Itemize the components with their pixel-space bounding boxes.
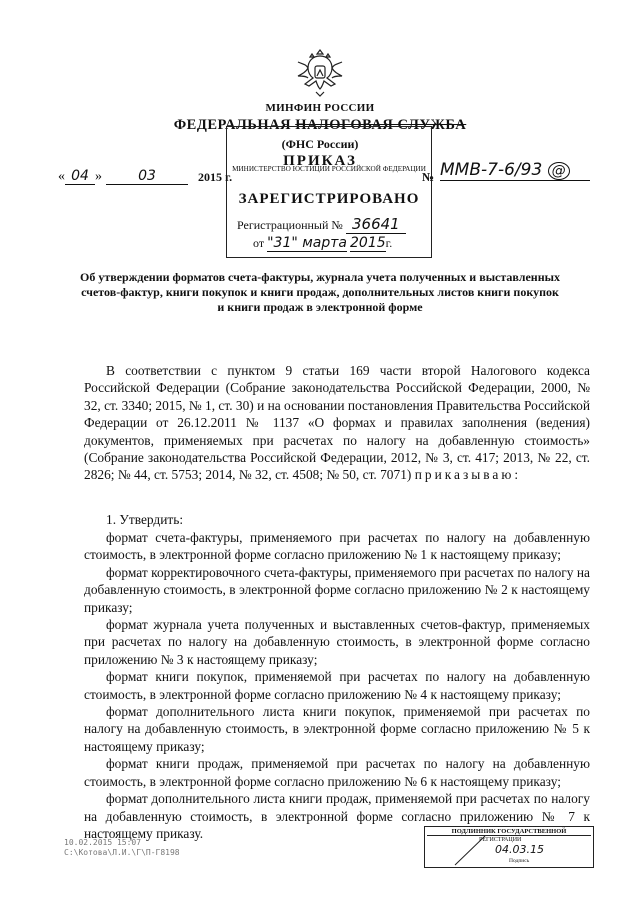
- stamp-registration-line: [237, 215, 406, 234]
- document-type: ПРИКАЗ: [283, 153, 357, 169]
- service-name-struck: НАЛОГОВАЯ СЛУЖБА: [295, 117, 467, 133]
- copy-stamp-date: 04.03.15: [495, 843, 544, 856]
- stamp-date-prefix: от: [253, 236, 265, 250]
- stamp-title: ЗАРЕГИСТРИРОВАНО: [238, 191, 420, 207]
- list-item: формат корректировочного счета-фактуры, применяемого при расчетах по налогу на добавленную стоимость, в электронной форме согласно приложению № 2 к настоящему приказу;: [84, 564, 590, 615]
- date-month: 03: [106, 168, 188, 185]
- service-name-prefix: ФЕДЕРАЛЬНАЯ: [173, 117, 296, 133]
- stamp-date-value: "31" марта: [267, 235, 347, 251]
- preamble: [84, 362, 590, 484]
- print-stamp-line1: 10.02.2015 15:07: [64, 838, 142, 847]
- order-number: [440, 160, 590, 181]
- service-abbreviation: (ФНС России): [281, 137, 359, 151]
- stamp-reg-label: Регистрационный №: [237, 218, 343, 232]
- order-number-sign: №: [422, 170, 435, 184]
- stamp-organization: МИНИСТЕРСТВО ЮСТИЦИИ РОССИЙСКОЙ ФЕДЕРАЦИИ: [232, 165, 426, 173]
- list-item: формат дополнительного листа книги продаж, применяемой при расчетах по налогу на добавленную стоимость, в электронной форме согласно приложению № 7 к настоящему приказу.: [84, 791, 590, 841]
- list-item: формат счета-фактуры, применяемого при расчетах по налогу на добавленную стоимость, в электронной форме согласно приложению № 1 к настоящему приказу;: [84, 530, 590, 563]
- stamp-date-year: 2015: [350, 235, 386, 251]
- copy-stamp: [424, 826, 594, 868]
- point-1-heading: 1. Утвердить:: [106, 512, 184, 527]
- items-list: [84, 529, 590, 842]
- list-item: формат книги покупок, применяемой при расчетах по налогу на добавленную стоимость, в электронной форме согласно приложению № 4 к настоящему приказу;: [84, 669, 590, 702]
- stamp-reg-number: 36641: [346, 215, 406, 234]
- registration-stamp: [226, 126, 435, 258]
- list-item: формат книги продаж, применяемой при расчетах по налогу на добавленную стоимость, в электронной форме согласно приложению № 6 к настоящему приказу;: [84, 756, 590, 789]
- print-stamp-line2: С:\Котова\Л.И.\Г\П-Г8198: [64, 848, 180, 857]
- document-subject: Об утверждении форматов счета-фактуры, журнала учета полученных и выставленных счетов-фактур, книги покупок и книги продаж, дополнительных листов книги покупок и книги продаж в электронной форме: [80, 270, 561, 314]
- order-number-value: ММВ-7-6/93: [440, 160, 543, 180]
- list-item: формат дополнительного листа книги покупок, применяемой при расчетах по налогу на добавленную стоимость, в электронной форме согласно приложению № 5 к настоящему приказу;: [84, 704, 590, 754]
- order-number-suffix: @: [548, 162, 570, 180]
- date-day-line: « 04 »: [58, 168, 102, 184]
- preamble-text: В соответствии с пунктом 9 статьи 169 части второй Налогового кодекса Российской Федерации (Собрание законодательства Российской Федерации, 2000, № 32, ст. 3340; 2015, № 1, ст. 30) и на основании постановления Правительства Российской Федерации от 26.12.2011 № 1137 «О формах и правилах заполнения (ведения) документов, применяемых при расчетах по налогу на добавленную стоимость» (Собрание законодательства Российской Федерации, 2012, № 3, ст. 417; 2013, № 22, ст. 2826; № 44, ст. 5753; 2014, № 32, ст. 4508; № 50, ст. 7071): [84, 363, 591, 483]
- copy-stamp-bottom: Подпись: [509, 858, 530, 864]
- copy-stamp-mid: РЕГИСТРАЦИИ: [479, 837, 522, 843]
- prikazyvayu: приказываю:: [414, 467, 522, 483]
- date-year: 2015 г.: [198, 170, 233, 184]
- ministry-name: МИНФИН РОССИИ: [265, 102, 375, 114]
- list-item: формат журнала учета полученных и выставленных счетов-фактур, применяемых при расчетах по налогу на добавленную стоимость, в электронной форме согласно приложению № 3 к настоящему приказу;: [84, 617, 590, 667]
- print-stamp: [64, 838, 180, 858]
- stamp-date-line: [253, 235, 392, 251]
- stamp-date-suffix: г.: [385, 236, 393, 250]
- copy-stamp-top: ПОДЛИННИК ГОСУДАРСТВЕННОЙ: [427, 828, 591, 836]
- coat-of-arms-icon: [292, 44, 348, 100]
- date-day: 04: [65, 168, 95, 185]
